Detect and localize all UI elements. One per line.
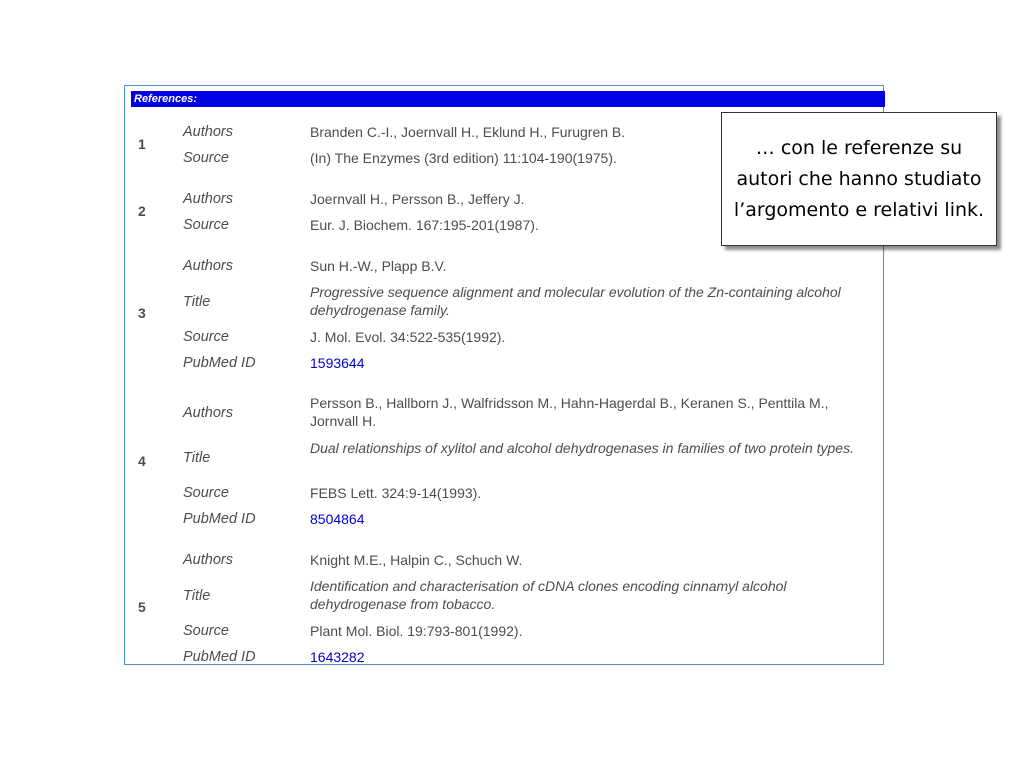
callout-text: … con le referenze su autori che hanno studiato l’argomento e relativi link. (733, 136, 985, 221)
reference-number: 5 (138, 599, 146, 615)
field-value-pubmed-id (310, 648, 880, 666)
field-label-pubmed-id: PubMed ID (183, 649, 256, 665)
field-label-source: Source (183, 329, 229, 345)
field-label-source: Source (183, 150, 229, 166)
field-value-title: Progressive sequence alignment and molecular evolution of the Zn-containing alcohol dehydrogenase family. (310, 284, 841, 318)
field-label-authors: Authors (183, 405, 233, 421)
field-value-pubmed-id (310, 354, 880, 372)
field-value-source: Eur. J. Biochem. 167:195-201(1987). (310, 217, 539, 233)
reference-number: 2 (138, 203, 146, 219)
field-label-source: Source (183, 485, 229, 501)
field-label-authors: Authors (183, 258, 233, 274)
field-value-authors: Branden C.-I., Joernvall H., Eklund H., Furugren B. (310, 124, 626, 140)
reference-number: 3 (138, 305, 146, 321)
reference-number: 1 (138, 136, 146, 152)
field-label-title: Title (183, 294, 211, 310)
field-label-pubmed-id: PubMed ID (183, 355, 256, 371)
field-label-authors: Authors (183, 124, 233, 140)
field-label-title: Title (183, 588, 211, 604)
pubmed-link[interactable]: 1593644 (310, 355, 365, 371)
field-value-authors: Sun H.-W., Plapp B.V. (310, 258, 447, 274)
field-value-authors: Persson B., Hallborn J., Walfridsson M., Hahn-Hagerdal B., Keranen S., Penttila M., Jornvall H. (310, 395, 829, 429)
field-value-source: (In) The Enzymes (3rd edition) 11:104-190(1975). (310, 150, 617, 166)
field-value-source: Plant Mol. Biol. 19:793-801(1992). (310, 623, 523, 639)
field-label-authors: Authors (183, 552, 233, 568)
field-value-authors: Joernvall H., Persson B., Jeffery J. (310, 191, 525, 207)
field-label-title: Title (183, 450, 211, 466)
pubmed-link[interactable]: 8504864 (310, 511, 365, 527)
field-value-title: Dual relationships of xylitol and alcohol dehydrogenases in families of two protein types. (310, 440, 854, 456)
field-value-title: Identification and characterisation of cDNA clones encoding cinnamyl alcohol dehydrogenase from tobacco. (310, 578, 787, 612)
field-value-pubmed-id (310, 510, 880, 528)
field-value-source: FEBS Lett. 324:9-14(1993). (310, 485, 482, 501)
field-label-source: Source (183, 623, 229, 639)
reference-number: 4 (138, 453, 146, 469)
callout-box (721, 112, 997, 246)
field-value-authors: Knight M.E., Halpin C., Schuch W. (310, 552, 523, 568)
pubmed-link[interactable]: 1643282 (310, 649, 365, 665)
field-label-pubmed-id: PubMed ID (183, 511, 256, 527)
field-value-source: J. Mol. Evol. 34:522-535(1992). (310, 329, 506, 345)
references-header: References: (131, 91, 885, 107)
field-label-source: Source (183, 217, 229, 233)
field-label-authors: Authors (183, 191, 233, 207)
